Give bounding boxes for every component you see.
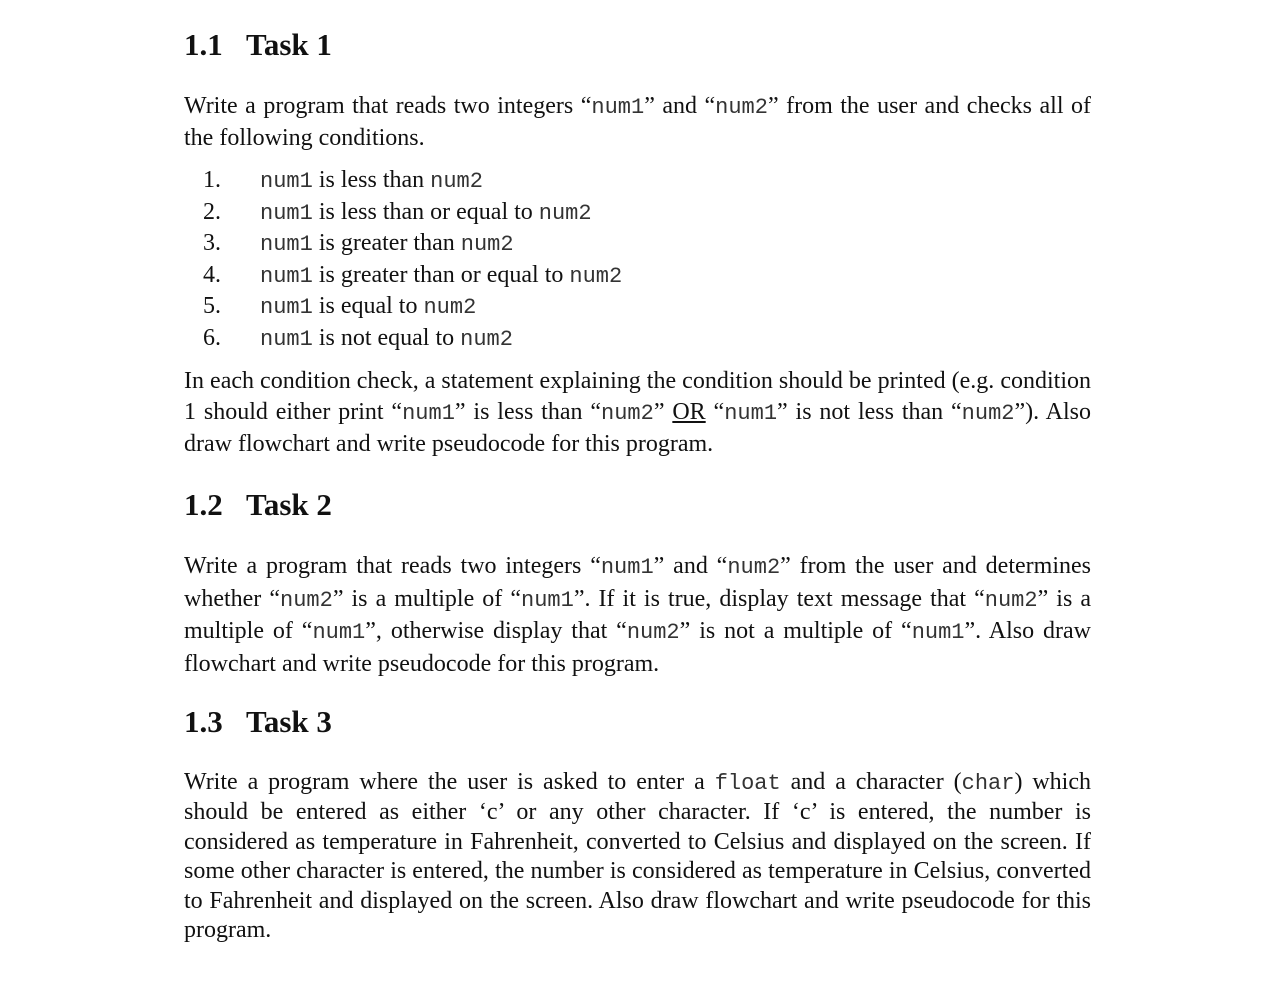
text-run: ” is less than “ (454, 399, 601, 425)
text-run: ” from the user and checks all of the following conditions. (184, 93, 1091, 151)
task2-heading (184, 487, 332, 523)
code-term: num2 (984, 587, 1038, 613)
text-run: In each condition check, a statement explaining the condition should be printed (e.g. condition 1 should either print “ (184, 368, 1091, 425)
task2-body (184, 551, 1091, 680)
text-run: ”). Also draw flowchart and write pseudocode for this program. (184, 399, 1092, 457)
task1-intro (184, 91, 1091, 153)
text-run: ” is a multiple of “ (184, 585, 1091, 644)
task3-heading (184, 704, 332, 740)
condition-item: 2. num1 is less than or equal to num2 (203, 198, 592, 226)
text-run: ”. If it is true, display text message that “ (573, 585, 985, 612)
condition-item: 4. num1 is greater than or equal to num2 (203, 261, 623, 289)
code-term: num1 (911, 620, 965, 645)
text-run: Write a program that reads two integers “ (184, 553, 601, 579)
condition-item: 3. num1 is greater than num2 (203, 230, 514, 258)
conditions-list (184, 165, 622, 355)
code-term: num1 (724, 401, 778, 426)
underlined-or: OR (672, 399, 706, 425)
text-run: ” is not a multiple of “ (679, 618, 912, 644)
task3-body (184, 768, 1091, 945)
code-term: num1 (521, 587, 574, 613)
text-run: and a character ( (780, 769, 962, 795)
code-term: num2 (961, 401, 1015, 426)
code-term: num1 (600, 555, 654, 580)
code-term: num2 (626, 620, 680, 645)
code-term: num2 (601, 401, 654, 426)
condition-item: 6. num1 is not equal to num2 (203, 324, 513, 352)
task1-outro (184, 366, 1091, 460)
code-term: num2 (280, 587, 333, 613)
code-term: num1 (402, 401, 455, 426)
code-term: char (961, 771, 1015, 796)
text-run: ” (653, 399, 673, 425)
text-run: ) which should be entered as either ‘c’ or any other character. If ‘c’ is entered, the number is considered as temperature in Fahrenheit, converted to Celsius and displayed on the screen. If some other character is entered, the number is considered as temperature in Celsius, converted to Fahrenheit and displayed on the screen. Also draw flowchart and write pseudocode for this program. (184, 769, 1092, 944)
code-term: num2 (715, 95, 768, 120)
condition-item: 5. num1 is equal to num2 (203, 293, 477, 321)
code-term: num1 (312, 620, 366, 645)
text-run: ”, otherwise display that “ (365, 618, 627, 644)
task1-number: 1.1 (184, 27, 223, 62)
task2-title: Task 2 (246, 487, 332, 522)
code-term: num2 (727, 555, 781, 580)
code-term: float (714, 771, 781, 796)
task3-title: Task 3 (246, 704, 332, 739)
text-run: “ (705, 399, 725, 425)
text-run: ” is not less than “ (777, 399, 962, 425)
code-term: num1 (591, 95, 645, 120)
task1-title: Task 1 (246, 27, 332, 62)
task3-number: 1.3 (184, 704, 223, 739)
text-run: Write a program where the user is asked to enter a (184, 769, 715, 795)
text-run: ”. Also draw flowchart and write pseudocode for this program. (184, 618, 1091, 677)
condition-item: 1. num1 is less than num2 (203, 167, 483, 194)
text-run: ” from the user and determines whether “ (184, 553, 1091, 612)
text-run: ” and “ (644, 93, 716, 119)
text-run: ” is a multiple of “ (332, 585, 521, 612)
text-run: ” and “ (653, 553, 728, 579)
task1-heading (184, 27, 332, 63)
task2-number: 1.2 (184, 487, 223, 522)
text-run: Write a program that reads two integers “ (184, 93, 592, 119)
